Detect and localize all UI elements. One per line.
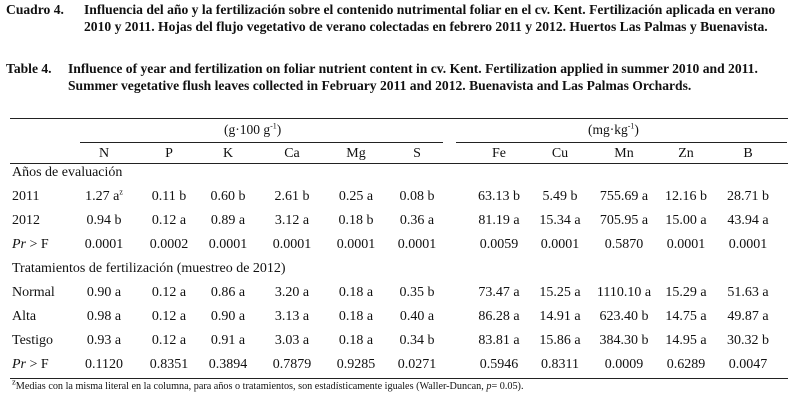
table-row [0,333,795,355]
col-header-mg: Mg [346,146,366,161]
cell-b: 51.63 a [727,285,769,300]
cell-mn: 623.40 b [599,309,649,324]
cell-mg: 0.18 a [338,333,374,348]
table-top-rule [10,118,788,119]
cell-zn: 14.75 a [665,309,707,324]
table-row [0,237,795,259]
cell-ca: 0.7879 [272,357,312,372]
table-row [0,357,795,379]
col-header-n: N [98,146,110,161]
row-label: Normal [12,285,55,300]
cell-mg: 0.18 a [338,309,374,324]
row-label-pr: Pr > F [12,237,49,252]
table-row [0,309,795,331]
cell-p: 0.12 a [151,309,187,324]
cell-fe: 0.0059 [479,237,519,252]
cell-ca: 3.20 a [274,285,310,300]
cell-s: 0.08 b [399,189,435,204]
cell-s: 0.35 b [399,285,435,300]
cell-k: 0.91 a [210,333,246,348]
col-header-cu: Cu [551,146,569,161]
cell-p: 0.8351 [149,357,189,372]
cell-n: 1.27 $a^z$ [85,187,123,204]
cell-n: 0.0001 [84,237,124,252]
cell-mg: 0.0001 [336,237,376,252]
cell-zn: 15.29 a [665,285,707,300]
footnote: $^z$Medias con la misma literal en la columna, para años o tratamientos, son estadísticamente iguales (Waller-Duncan, p= 0.05). [12,376,524,392]
caption-spanish [6,2,790,35]
table-row [0,189,795,211]
cell-p: 0.12 a [151,213,187,228]
row-label-pr: Pr > F [12,357,49,372]
cell-b: 28.71 b [727,189,769,204]
cell-mg: 0.25 a [338,189,374,204]
col-header-mn: Mn [614,146,634,161]
cell-p: 0.11 b [151,189,187,204]
cell-zn: 15.00 a [665,213,707,228]
cell-zn: 14.95 a [665,333,707,348]
caption-text: Influence of year and fertilization on foliar nutrient content in cv. Kent. Fertilization applied in summer 2010 and 2011. Summer vegetative flush leaves collected in February 2011 and 2012. Buenavista and Las Palmas Orchards. [68,61,758,93]
cell-b: 0.0047 [728,357,768,372]
col-header-zn: Zn [678,146,694,161]
cell-mn: 0.0009 [604,357,644,372]
cell-mn: 0.5870 [604,237,644,252]
cell-b: 43.94 a [727,213,769,228]
cell-b: 30.32 b [727,333,769,348]
cell-k: 0.86 a [210,285,246,300]
cell-p: 0.12 a [151,285,187,300]
micro-unit-rule [456,142,787,143]
cell-zn: 0.6289 [666,357,706,372]
table-row [0,213,795,235]
cell-zn: 12.16 b [665,189,707,204]
cell-n: 0.93 a [86,333,122,348]
cell-mg: 0.18 a [338,285,374,300]
cell-s: 0.0001 [397,237,437,252]
cell-k: 0.60 b [210,189,246,204]
section-heading-treatments: Tratamientos de fertilización (muestreo de 2012) [12,261,286,276]
cell-cu: 14.91 a [539,309,581,324]
cell-n: 0.98 a [86,309,122,324]
cell-ca: 0.0001 [272,237,312,252]
cell-n: 0.94 b [86,213,122,228]
col-header-p: P [165,146,173,161]
cell-s: 0.36 a [399,213,435,228]
cell-cu: 0.0001 [540,237,580,252]
cell-cu: 0.8311 [541,357,579,372]
caption-english [6,61,790,94]
cell-fe: 83.81 a [478,333,520,348]
row-label: 2011 [12,189,40,204]
cell-mg: 0.9285 [336,357,376,372]
footnote-marker: z [119,187,123,197]
row-label: Alta [12,309,37,324]
cell-n: 0.1120 [85,357,123,372]
cell-ca: 3.13 a [274,309,310,324]
cell-b: 0.0001 [728,237,768,252]
cell-mn: 384.30 b [599,333,649,348]
caption-label: Cuadro 4. [6,2,64,17]
col-header-b: B [743,146,753,161]
cell-s: 0.40 a [399,309,435,324]
cell-k: 0.90 a [210,309,246,324]
cell-k: 0.3894 [208,357,248,372]
table-row [0,285,795,307]
col-header-fe: Fe [492,146,506,161]
cell-mn: 755.69 a [599,189,649,204]
caption-label: Table 4. [6,61,52,76]
col-header-s: S [413,146,421,161]
cell-mn: 1110.10 a [596,285,652,300]
cell-zn: 0.0001 [666,237,706,252]
cell-fe: 63.13 b [478,189,520,204]
col-header-ca: Ca [284,146,300,161]
cell-cu: 15.86 a [539,333,581,348]
cell-k: 0.89 a [210,213,246,228]
cell-b: 49.87 a [727,309,769,324]
cell-mn: 705.95 a [599,213,649,228]
cell-fe: 86.28 a [478,309,520,324]
cell-ca: 2.61 b [274,189,310,204]
cell-cu: 15.25 a [539,285,581,300]
cell-mg: 0.18 b [338,213,374,228]
cell-k: 0.0001 [208,237,248,252]
cell-s: 0.0271 [397,357,437,372]
macro-unit-rule [80,142,443,143]
cell-fe: 81.19 a [478,213,520,228]
cell-s: 0.34 b [399,333,435,348]
cell-cu: 15.34 a [539,213,581,228]
cell-fe: 73.47 a [478,285,520,300]
cell-ca: 3.03 a [274,333,310,348]
row-label: 2012 [12,213,40,228]
cell-cu: 5.49 b [542,189,578,204]
row-label: Testigo [12,333,54,348]
micro-units: $(mg\cdot kg^{-1})$ [588,121,639,137]
macro-units: (g·100 $g^{-1}$) [224,121,282,137]
cell-ca: 3.12 a [274,213,310,228]
cell-p: 0.0002 [149,237,189,252]
cell-p: 0.12 a [151,333,187,348]
caption-text: Influencia del año y la fertilización sobre el contenido nutrimental foliar en el cv. Kent. Fertilización aplicada en verano 2010 y 2011. Hojas del flujo vegetativo de verano colectadas en febrero 2011 y 2012. Huertos Las Palmas y Buenavista. [84,2,776,34]
section-heading-years: Años de evaluación [12,165,123,180]
cell-fe: 0.5946 [479,357,519,372]
cell-n: 0.90 a [86,285,122,300]
col-header-k: K [222,146,234,161]
